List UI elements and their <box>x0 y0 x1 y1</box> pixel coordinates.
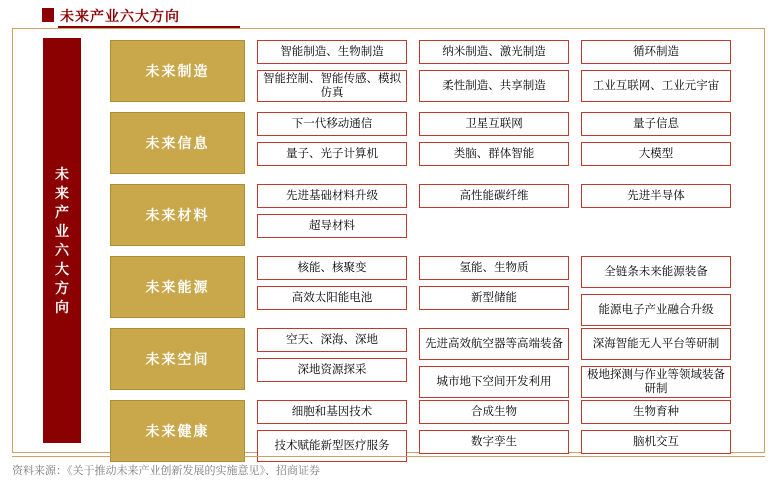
item-box[interactable]: 合成生物 <box>419 400 569 424</box>
item-box[interactable]: 脑机交互 <box>581 430 731 454</box>
item-box[interactable]: 下一代移动通信 <box>257 112 407 136</box>
item-column <box>257 256 407 310</box>
item-box[interactable]: 智能控制、智能传感、模拟仿真 <box>257 70 407 102</box>
item-box[interactable]: 空天、深海、深地 <box>257 328 407 352</box>
source-note: 资料来源：《关于推动未来产业创新发展的实施意见》、招商证券 <box>12 465 320 477</box>
item-box[interactable]: 细胞和基因技术 <box>257 400 407 424</box>
category-block[interactable] <box>110 40 245 102</box>
item-box[interactable]: 先进半导体 <box>581 184 731 208</box>
category-label: 未来健康 <box>145 423 210 439</box>
item-box[interactable]: 柔性制造、共享制造 <box>419 70 569 102</box>
item-box[interactable]: 量子、光子计算机 <box>257 142 407 166</box>
item-box[interactable]: 能源电子产业融合升级 <box>581 294 731 326</box>
item-column <box>419 400 569 454</box>
sidebar-vertical-label <box>43 38 81 443</box>
item-box[interactable]: 技术赋能新型医疗服务 <box>257 430 407 462</box>
item-box[interactable]: 深地资源探采 <box>257 358 407 382</box>
item-box[interactable]: 深海智能无人平台等研制 <box>581 328 731 360</box>
item-box[interactable]: 类脑、群体智能 <box>419 142 569 166</box>
item-box[interactable]: 先进基础材料升级 <box>257 184 407 208</box>
item-column <box>581 256 731 326</box>
category-label: 未来材料 <box>145 207 210 223</box>
item-box[interactable]: 高效太阳能电池 <box>257 286 407 310</box>
item-box[interactable]: 城市地下空间开发利用 <box>419 366 569 398</box>
item-box[interactable]: 循环制造 <box>581 40 731 64</box>
item-box[interactable]: 新型储能 <box>419 286 569 310</box>
item-column <box>581 40 731 102</box>
diagram-row <box>110 40 760 102</box>
diagram-row <box>110 400 760 462</box>
header-accent-mark <box>42 8 54 22</box>
item-column <box>257 400 407 462</box>
category-block[interactable] <box>110 256 245 318</box>
item-box[interactable]: 量子信息 <box>581 112 731 136</box>
sidebar-label-text: 未来产业六大方向 <box>55 165 69 315</box>
item-box[interactable]: 卫星互联网 <box>419 112 569 136</box>
item-column <box>581 184 731 208</box>
item-box[interactable]: 生物育种 <box>581 400 731 424</box>
category-label: 未来空间 <box>145 351 210 367</box>
item-column <box>419 40 569 102</box>
item-column <box>257 40 407 102</box>
item-box[interactable]: 核能、核聚变 <box>257 256 407 280</box>
item-column <box>419 184 569 208</box>
item-box[interactable]: 工业互联网、工业元宇宙 <box>581 70 731 102</box>
diagram-row <box>110 112 760 174</box>
item-column <box>419 328 569 398</box>
item-box[interactable]: 高性能碳纤维 <box>419 184 569 208</box>
page-title: 未来产业六大方向 <box>60 8 180 24</box>
slide-header <box>12 6 765 28</box>
diagram-row <box>110 256 760 326</box>
item-column <box>419 256 569 310</box>
category-label: 未来能源 <box>145 279 210 295</box>
item-box[interactable]: 氢能、生物质 <box>419 256 569 280</box>
item-column <box>581 400 731 454</box>
diagram-row <box>110 184 760 246</box>
item-box[interactable]: 数字孪生 <box>419 430 569 454</box>
item-column <box>581 328 731 398</box>
item-box[interactable]: 先进高效航空器等高端装备 <box>419 328 569 360</box>
category-block[interactable] <box>110 400 245 462</box>
item-column <box>257 184 407 238</box>
category-label: 未来制造 <box>145 63 210 79</box>
item-column <box>257 112 407 166</box>
item-box[interactable]: 纳米制造、激光制造 <box>419 40 569 64</box>
item-box[interactable]: 智能制造、生物制造 <box>257 40 407 64</box>
footer-divider <box>12 456 765 457</box>
category-block[interactable] <box>110 184 245 246</box>
item-column <box>581 112 731 166</box>
item-box[interactable]: 全链条未来能源装备 <box>581 256 731 288</box>
category-block[interactable] <box>110 328 245 390</box>
item-box[interactable]: 超导材料 <box>257 214 407 238</box>
item-column <box>257 328 407 382</box>
category-block[interactable] <box>110 112 245 174</box>
diagram-row <box>110 328 760 398</box>
item-column <box>419 112 569 166</box>
category-label: 未来信息 <box>145 135 210 151</box>
item-box[interactable]: 极地探测与作业等领域装备研制 <box>581 366 731 398</box>
item-box[interactable]: 大模型 <box>581 142 731 166</box>
